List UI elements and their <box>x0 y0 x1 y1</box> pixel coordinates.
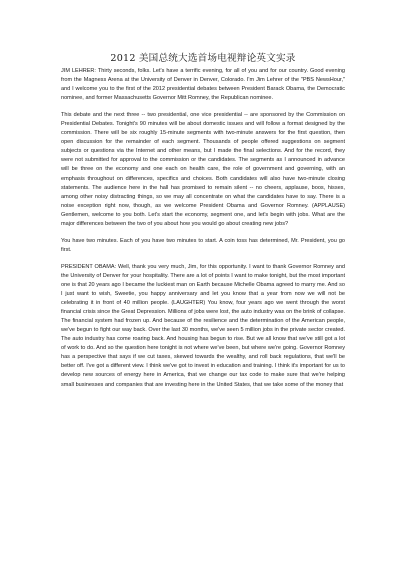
document-page <box>61 52 345 552</box>
paragraph-opening-lehrer: JIM LEHRER: Thirty seconds, folks. Let's have a terrific evening, for all of you and for our country. Good evening from the Magness Arena at the University of Denver in Denver, Colorado. I'm Jim Lehrer of the "PBS NewsHour," and I welcome you to the first of the 2012 presidential debates between President Barack Obama, the Democratic nominee, and former Massachusetts Governor Mitt Romney, the Republican nominee. <box>61 68 345 102</box>
document-title: 2012 美国总统大选首场电视辩论英文实录 <box>110 53 296 64</box>
paragraph-obama-opening: PRESIDENT OBAMA: Well, thank you very much, Jim, for this opportunity. I want to thank Governor Romney and the University of Denver for your hospitality. There are a lot of points I want to make tonight, but the most important one is that 20 years ago I became the luckiest man on Earth because Michelle Obama agreed to marry me. And so I just want to wish, Sweetie, you happy anniversary and let you know that a year from now we will not be celebrating it in front of 40 million people. (LAUGHTER) You know, four years ago we went through the worst financial crisis since the Great Depression. Millions of jobs were lost, the auto industry was on the brink of collapse. The financial system had frozen up. And because of the resilience and the determination of the American people, we've begun to fight our way back. Over the last 30 months, we've seen 5 million jobs in the private sector created. The auto industry has come roaring back. And housing has begun to rise. But we all know that we've still got a lot of work to do. And so the question here tonight is not where we've been, but where we're going. Governor Romney has a perspective that says if we cut taxes, skewed towards the wealthy, and roll back regulations, that we'll be better off. I've got a different view. I think we've got to invest in education and training. I think it's important for us to develop new sources of energy here in America, that we change our tax code to make sure that we're helping small businesses and companies that are investing here in the United States, that we take some of the money that <box>61 263 345 388</box>
paragraph-debate-format: This debate and the next three -- two presidential, one vice presidential -- are sponsored by the Commission on Presidential Debates. Tonight's 90 minutes will be about domestic issues and will follow a format designed by the commission. There will be six roughly 15-minute segments with two-minute answers for the first question, then open discussion for the remainder of each segment. Thousands of people offered suggestions on segment subjects or questions via the Internet and other means, but I made the final selections. And for the record, they were not submitted for approval to the commission or the candidates. The segments as I announced in advance will be three on the economy and one each on health care, the role of government and governing, with an emphasis throughout on differences, specifics and choices. Both candidates will also have two-minute closing statements. The audience here in the hall has promised to remain silent -- no cheers, applause, boos, hisses, among other noisy distracting things, so we may all concentrate on what the candidates have to say. There is a noise exception right now, though, as we welcome President Obama and Governor Romney. (APPLAUSE) Gentlemen, welcome to you both. Let's start the economy, segment one, and let's begin with jobs. What are the major differences between the two of you about how you would go about creating new jobs? <box>61 112 345 227</box>
paragraph-coin-toss: You have two minutes. Each of you have two minutes to start. A coin toss has determined, Mr. President, you go first. <box>61 237 345 253</box>
